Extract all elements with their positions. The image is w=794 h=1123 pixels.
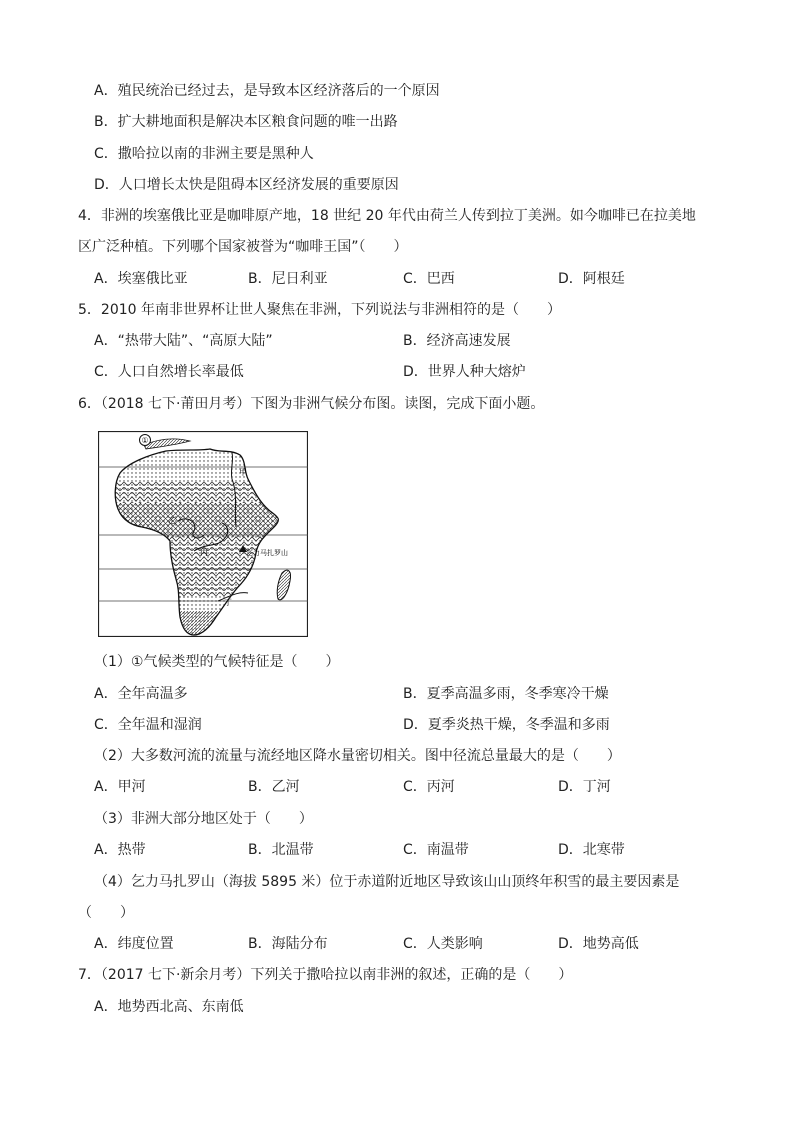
map-label-jia: 甲: [239, 468, 247, 477]
q5-option-c: C．人口自然增长率最低: [94, 364, 244, 380]
q6-sub1-stem: （1）①气候类型的气候特征是（ ）: [94, 654, 340, 670]
q6-sub4-option-c: C．人类影响: [403, 936, 483, 952]
q7-option-a: A．地势西北高、东南低: [94, 999, 244, 1015]
q6-sub1-option-c: C．全年温和湿润: [94, 717, 202, 733]
q4-option-d: D．阿根廷: [558, 271, 625, 287]
map-marker-1: ①: [141, 436, 149, 445]
q4-stem-line2: 区广泛种植。下列哪个国家被誉为“咖啡王国”（ ）: [78, 239, 408, 255]
q6-stem: 6．（2018 七下·莆田月考）下图为非洲气候分布图。读图，完成下面小题。: [78, 396, 545, 412]
q6-sub4-stem-line1: （4）乞力马扎罗山（海拔 5895 米）位于赤道附近地区导致该山山顶终年积雪的最主要因素是: [94, 874, 680, 890]
q4-option-b: B．尼日利亚: [248, 271, 328, 287]
q4-stem-line1: 4．非洲的埃塞俄比亚是咖啡原产地，18 世纪 20 年代由荷兰人传到拉丁美洲。如今咖啡已在拉美地: [78, 208, 696, 224]
q6-sub3-option-c: C．南温带: [403, 842, 469, 858]
q6-sub2-stem: （2）大多数河流的流量与流经地区降水量密切相关。图中径流总量最大的是（ ）: [94, 748, 621, 764]
q6-sub4-option-b: B．海陆分布: [248, 936, 328, 952]
q4-option-c: C．巴西: [403, 271, 455, 287]
q3-option-b: B．扩大耕地面积是解决本区粮食问题的唯一出路: [94, 114, 398, 130]
q5-option-a: A．“热带大陆”、“高原大陆”: [94, 333, 273, 349]
q6-sub1-option-d: D．夏季炎热干燥，冬季温和多雨: [403, 717, 610, 733]
q6-sub3-option-b: B．北温带: [248, 842, 314, 858]
q3-option-a: A．殖民统治已经过去，是导致本区经济落后的一个原因: [94, 83, 440, 99]
q5-stem: 5．2010 年南非世界杯让世人聚焦在非洲，下列说法与非洲相符的是（ ）: [78, 302, 561, 318]
q6-sub2-option-d: D．丁河: [558, 779, 611, 795]
q6-sub1-option-b: B．夏季高温多雨，冬季寒冷干燥: [403, 686, 609, 702]
q6-sub1-option-a: A．全年高温多: [94, 686, 188, 702]
map-label-ding: 丁: [224, 598, 232, 607]
q5-option-d: D．世界人种大熔炉: [403, 364, 526, 380]
q6-sub2-option-b: B．乙河: [248, 779, 300, 795]
q6-sub4-option-a: A．纬度位置: [94, 936, 174, 952]
q3-option-c: C．撒哈拉以南的非洲主要是黑种人: [94, 146, 314, 162]
map-label-yi: 乙: [168, 516, 176, 525]
africa-climate-map: [98, 431, 308, 637]
q5-option-b: B．经济高速发展: [403, 333, 511, 349]
q3-option-d: D．人口增长太快是阻碍本区经济发展的重要原因: [94, 177, 399, 193]
q6-sub2-option-c: C．丙河: [403, 779, 455, 795]
q6-sub4-option-d: D．地势高低: [558, 936, 639, 952]
q7-stem: 7．（2017 七下·新余月考）下列关于撒哈拉以南非洲的叙述，正确的是（ ）: [78, 967, 573, 983]
q6-sub3-option-a: A．热带: [94, 842, 146, 858]
map-label-kilimanjaro: 乞力马扎罗山: [246, 549, 288, 557]
q4-option-a: A．埃塞俄比亚: [94, 271, 188, 287]
q6-sub4-stem-line2: （ ）: [78, 905, 134, 921]
q6-sub2-option-a: A．甲河: [94, 779, 146, 795]
map-label-bing: 丙: [200, 548, 208, 557]
q6-sub3-stem: （3）非洲大部分地区处于（ ）: [94, 811, 313, 827]
q6-sub3-option-d: D．北寒带: [558, 842, 625, 858]
